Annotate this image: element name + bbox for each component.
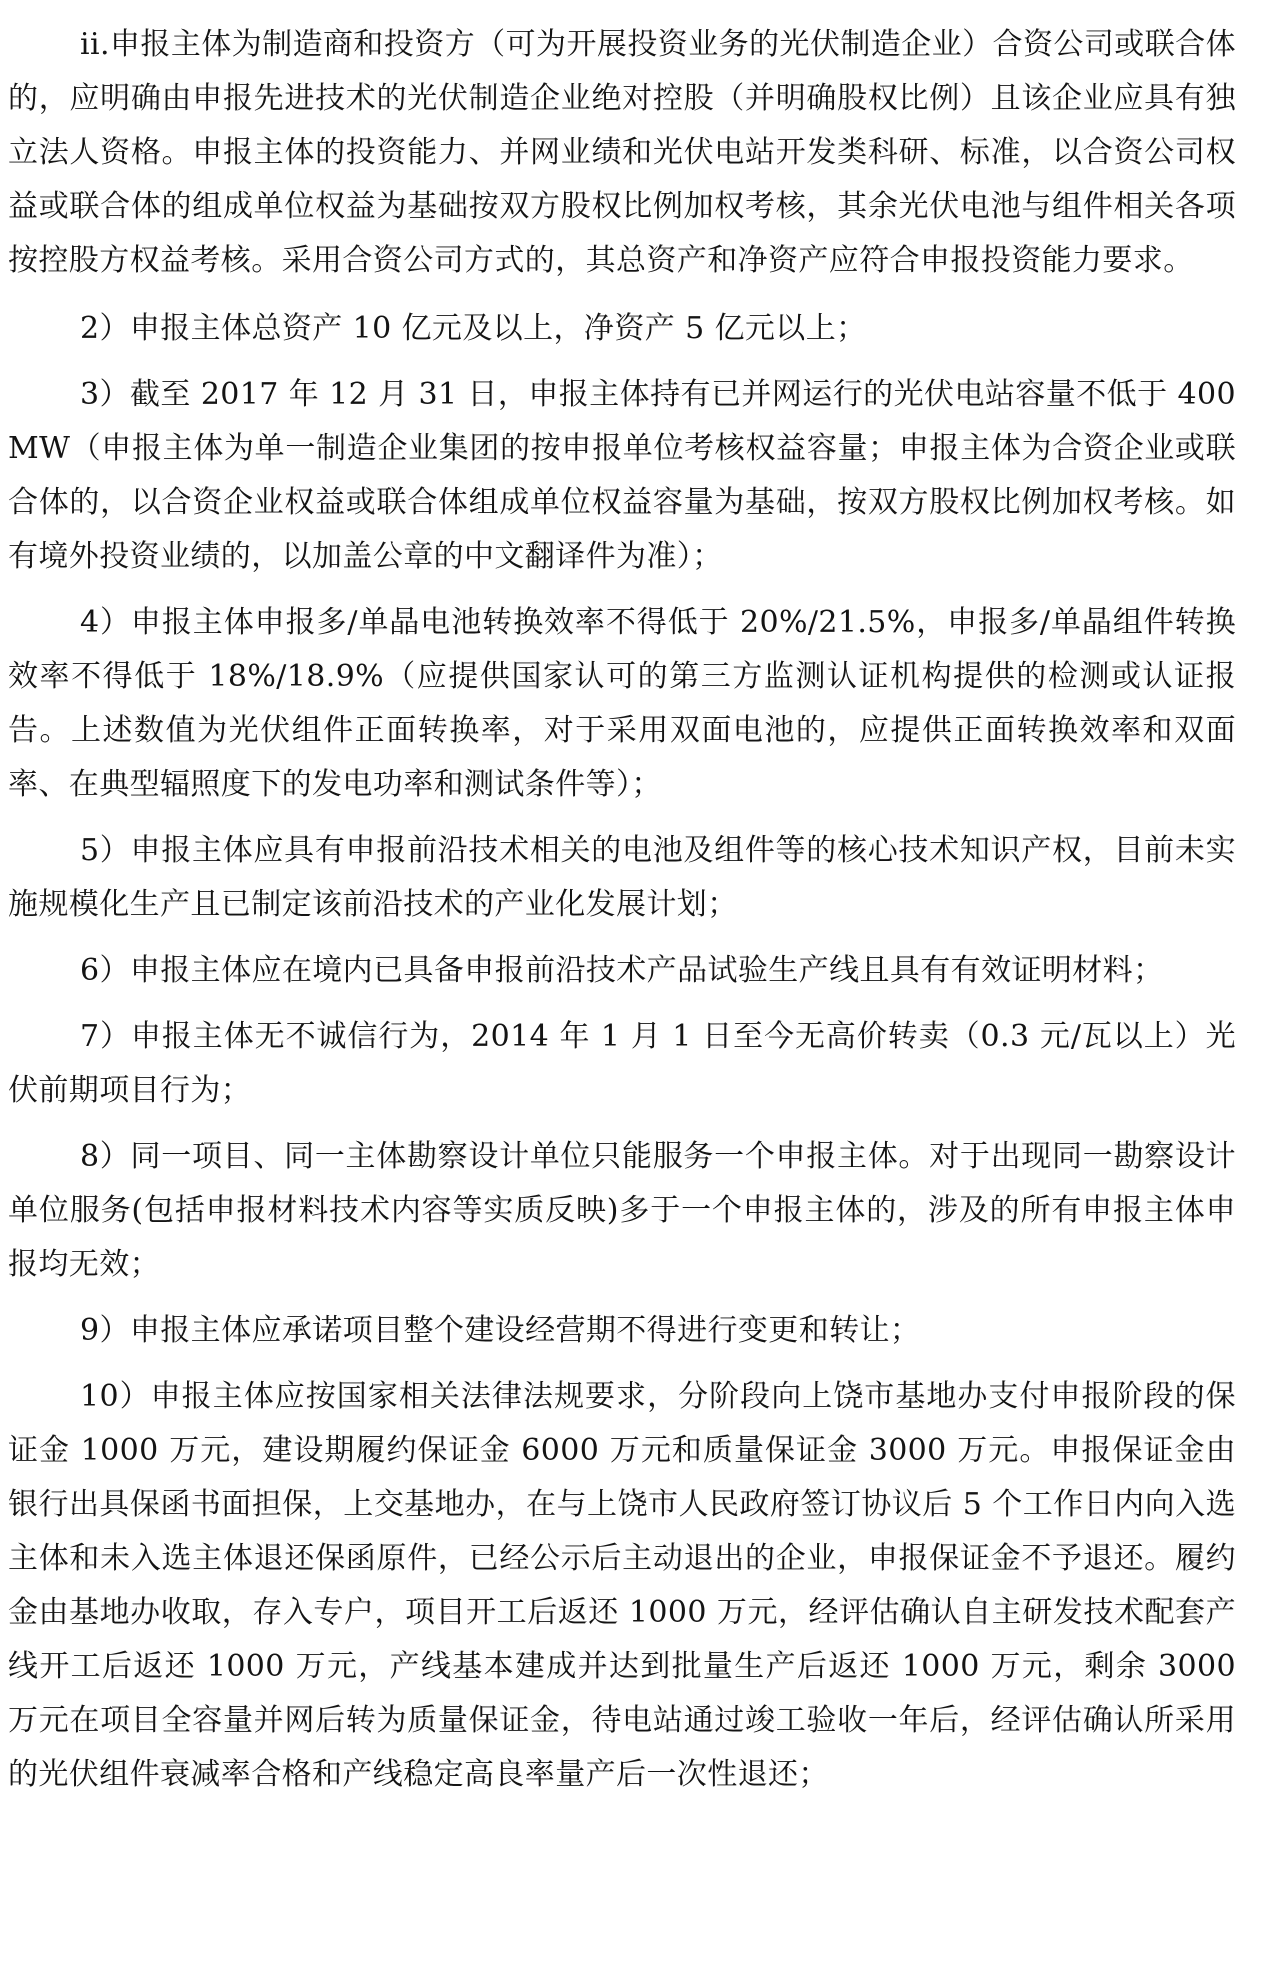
- paragraph-item-9: 9）申报主体应承诺项目整个建设经营期不得进行变更和转让；: [80, 1313, 921, 1348]
- paragraph-item-8: 8）同一项目、同一主体勘察设计单位只能服务一个申报主体。对于出现同一勘察设计单位服务(包括申报材料技术内容等实质反映)多于一个申报主体的，涉及的所有申报主体申报均无效；: [8, 1139, 1236, 1282]
- paragraph-item-10: 10）申报主体应按国家相关法律法规要求，分阶段向上饶市基地办支付申报阶段的保证金 1000 万元，建设期履约保证金 6000 万元和质量保证金 3000 万元。申报保证金由银行出具保函书面担保，上交基地办，在与上饶市人民政府签订协议后 5 个工作日内向入选主体和未入选主体退还保函原件，已经公示后主动退出的企业，申报保证金不予退还。履约金由基地办收取，存入专户，项目开工后返还 1000 万元，经评估确认自主研发技术配套产线开工后返还 1000 万元，产线基本建成并达到批量生产后返还 1000 万元，剩余 3000 万元在项目全容量并网后转为质量保证金，待电站通过竣工验收一年后，经评估确认所采用的光伏组件衰减率合格和产线稳定高良率量产后一次性退还；: [8, 1379, 1236, 1792]
- paragraph-item-5: 5）申报主体应具有申报前沿技术相关的电池及组件等的核心技术知识产权，目前未实施规模化生产且已制定该前沿技术的产业化发展计划；: [8, 833, 1236, 922]
- paragraph-ii: ii.申报主体为制造商和投资方（可为开展投资业务的光伏制造企业）合资公司或联合体的，应明确由申报先进技术的光伏制造企业绝对控股（并明确股权比例）且该企业应具有独立法人资格。申报主体的投资能力、并网业绩和光伏电站开发类科研、标准，以合资公司权益或联合体的组成单位权益为基础按双方股权比例加权考核，其余光伏电池与组件相关各项按控股方权益考核。采用合资公司方式的，其总资产和净资产应符合申报投资能力要求。: [8, 27, 1236, 278]
- paragraph-item-6: 6）申报主体应在境内已具备申报前沿技术产品试验生产线且具有有效证明材料；: [80, 953, 1164, 988]
- paragraph-item-3: 3）截至 2017 年 12 月 31 日，申报主体持有已并网运行的光伏电站容量不低于 400MW（申报主体为单一制造企业集团的按申报单位考核权益容量；申报主体为合资企业或联合体的，以合资企业权益或联合体组成单位权益容量为基础，按双方股权比例加权考核。如有境外投资业绩的，以加盖公章的中文翻译件为准）；: [8, 377, 1236, 574]
- paragraph-item-4: 4）申报主体申报多/单晶电池转换效率不得低于 20%/21.5%，申报多/单晶组件转换效率不得低于 18%/18.9%（应提供国家认可的第三方监测认证机构提供的检测或认证报告。上述数值为光伏组件正面转换率，对于采用双面电池的，应提供正面转换效率和双面率、在典型辐照度下的发电功率和测试条件等）；: [8, 605, 1236, 802]
- paragraph-item-2: 2）申报主体总资产 10 亿元及以上，净资产 5 亿元以上；: [80, 311, 867, 346]
- paragraph-item-7: 7）申报主体无不诚信行为，2014 年 1 月 1 日至今无高价转卖（0.3 元/瓦以上）光伏前期项目行为；: [8, 1019, 1236, 1108]
